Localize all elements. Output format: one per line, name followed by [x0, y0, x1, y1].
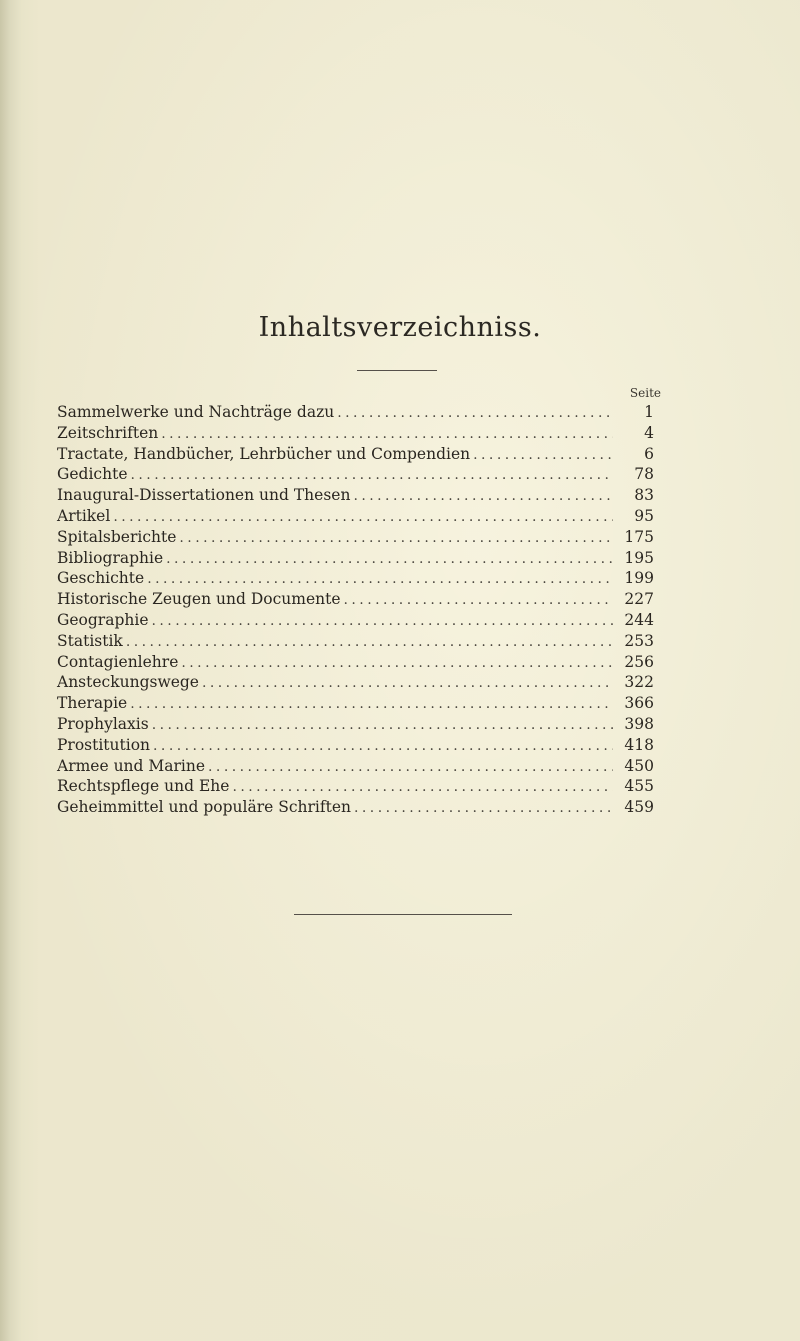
toc-entry: [57, 776, 654, 797]
dot-leader: [353, 486, 613, 507]
toc-entry: [57, 672, 654, 693]
page-title: Inhaltsverzeichniss.: [258, 312, 542, 343]
toc-entry-page: 6: [644, 444, 654, 463]
toc-entry-label: Tractate, Handbücher, Lehrbücher und Compendien: [57, 444, 471, 463]
toc-entry-page: 195: [624, 548, 654, 567]
toc-entry-label: Zeitschriften: [57, 423, 159, 442]
toc-entry-label: Statistik: [57, 631, 123, 650]
page-column-header: Seite: [629, 386, 661, 400]
title-divider: [357, 370, 437, 371]
dot-leader: [354, 798, 613, 819]
toc-entry: [57, 548, 654, 569]
toc-entry: [57, 568, 654, 589]
toc-entry: [57, 735, 654, 756]
dot-leader: [147, 569, 613, 590]
toc-entry-page: 4: [644, 423, 654, 442]
toc-entry-page: 256: [624, 652, 654, 671]
dot-leader: [179, 528, 613, 549]
toc-entry-label: Prophylaxis: [57, 714, 149, 733]
dot-leader: [208, 757, 613, 778]
toc-entry: [57, 506, 654, 527]
dot-leader: [152, 611, 614, 632]
toc-entry-label: Prostitution: [57, 735, 151, 754]
dot-leader: [153, 736, 613, 757]
dot-leader: [130, 694, 613, 715]
toc-entry-page: 455: [624, 777, 654, 796]
toc-entry-page: 366: [624, 694, 654, 713]
toc-entry-label: Ansteckungswege: [57, 673, 199, 692]
toc-entry-label: Contagienlehre: [57, 652, 179, 671]
dot-leader: [113, 507, 613, 528]
toc-entry: [57, 589, 654, 610]
dot-leader: [337, 403, 613, 424]
toc-entry-label: Sammelwerke und Nachträge dazu: [57, 403, 335, 421]
toc-entry-label: Rechtspflege und Ehe: [57, 777, 230, 796]
toc-entry-page: 322: [624, 673, 654, 692]
toc-entry-label: Therapie: [57, 694, 128, 713]
toc-entry: [57, 756, 654, 777]
toc-entry: [57, 797, 654, 818]
toc-entry-label: Geheimmittel und populäre Schriften: [57, 798, 351, 817]
dot-leader: [473, 445, 613, 466]
toc-entry-label: Inaugural-Dissertationen und Thesen: [57, 486, 351, 505]
table-of-contents: [57, 402, 654, 818]
toc-entry: [57, 485, 654, 506]
toc-entry: [57, 444, 654, 465]
toc-entry-page: 175: [624, 527, 654, 546]
toc-entry-label: Geographie: [57, 610, 149, 629]
toc-entry-page: 450: [624, 756, 654, 775]
dot-leader: [166, 549, 613, 570]
toc-entry: [57, 610, 654, 631]
toc-entry-label: Artikel: [57, 506, 111, 525]
toc-entry-label: Geschichte: [57, 569, 145, 588]
toc-entry: [57, 464, 654, 485]
toc-entry: [57, 423, 654, 444]
toc-entry-page: 83: [634, 486, 654, 505]
toc-entry: [57, 693, 654, 714]
toc-entry-page: 199: [624, 569, 654, 588]
toc-entry-page: 78: [634, 465, 654, 484]
toc-entry-page: 418: [624, 735, 654, 754]
toc-entry-label: Bibliographie: [57, 548, 164, 567]
toc-entry-page: 244: [624, 610, 654, 629]
dot-leader: [131, 465, 614, 486]
toc-entry: [57, 652, 654, 673]
dot-leader: [202, 673, 613, 694]
toc-entry-page: 253: [624, 631, 654, 650]
dot-leader: [344, 590, 614, 611]
toc-entry-page: 95: [634, 506, 654, 525]
toc-entry-page: 1: [644, 403, 654, 421]
dot-leader: [181, 653, 613, 674]
toc-entry: [57, 714, 654, 735]
toc-entry-page: 398: [624, 714, 654, 733]
dot-leader: [126, 632, 613, 653]
dot-leader: [152, 715, 613, 736]
toc-entry-label: Armee und Marine: [57, 756, 206, 775]
toc-entry-label: Gedichte: [57, 465, 128, 484]
bottom-divider: [294, 914, 512, 915]
toc-entry: [57, 402, 654, 423]
dot-leader: [161, 424, 613, 445]
toc-entry-label: Spitalsberichte: [57, 527, 177, 546]
toc-entry-label: Historische Zeugen und Documente: [57, 590, 341, 609]
toc-entry: [57, 631, 654, 652]
toc-entry: [57, 527, 654, 548]
dot-leader: [232, 777, 613, 798]
toc-entry-page: 227: [624, 590, 654, 609]
toc-entry-page: 459: [624, 798, 654, 817]
